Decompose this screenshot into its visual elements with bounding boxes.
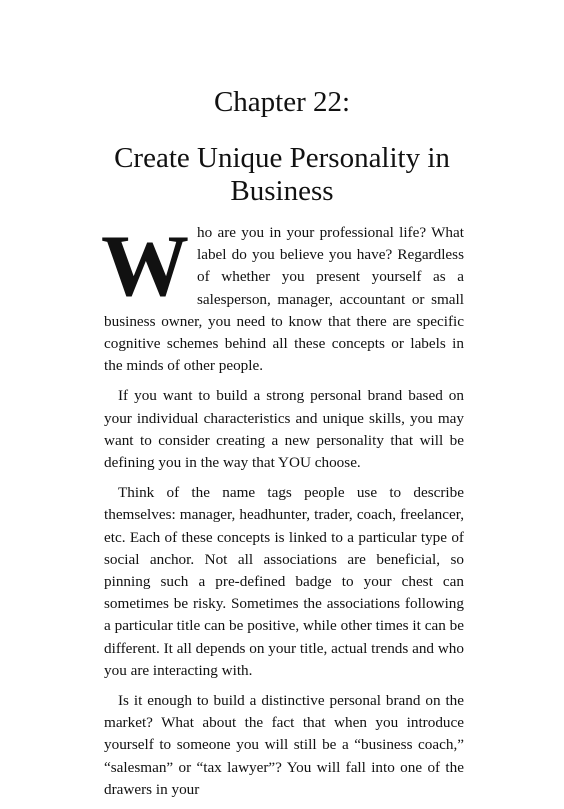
chapter-title-line-1: Create Unique Personality in bbox=[114, 142, 450, 174]
chapter-body bbox=[101, 218, 464, 809]
paragraph-1 bbox=[101, 218, 464, 377]
chapter-title bbox=[0, 142, 564, 208]
paragraph-3: Think of the name tags people use to describe themselves: manager, headhunter, trader, coach, freelancer, etc. Each of these concepts is linked to a particular type of social anchor. Not all associations are beneficial, so pinning such a pre-defined badge to your chest can sometimes be risky. Sometimes the associations following a particular title can be positive, while other times it can be different. It all depends on your title, actual trends and who you are interacting with. bbox=[104, 484, 464, 679]
paragraph-1-text: ho are you in your professional life? What label do you believe you have? Regardless of whether you present yourself as a salesperson, manager, accountant or small business owner, you need to know that there are specific cognitive schemes behind all these concepts or labels in the minds of other people. bbox=[104, 224, 464, 375]
chapter-title-line-2: Business bbox=[230, 175, 334, 207]
paragraph-4: Is it enough to build a distinctive personal brand on the market? What about the fact that when you introduce yourself to someone you will still be a “business coach,” “salesman” or “tax lawyer”? You will fall into one of the drawers in your bbox=[104, 692, 464, 798]
paragraph-2: If you want to build a strong personal brand based on your individual characteristics and unique skills, you may want to consider creating a new personality that will be defining you in the way that YOU choose. bbox=[104, 387, 464, 472]
chapter-number: Chapter 22: bbox=[213, 86, 351, 118]
drop-cap: W bbox=[101, 218, 189, 315]
